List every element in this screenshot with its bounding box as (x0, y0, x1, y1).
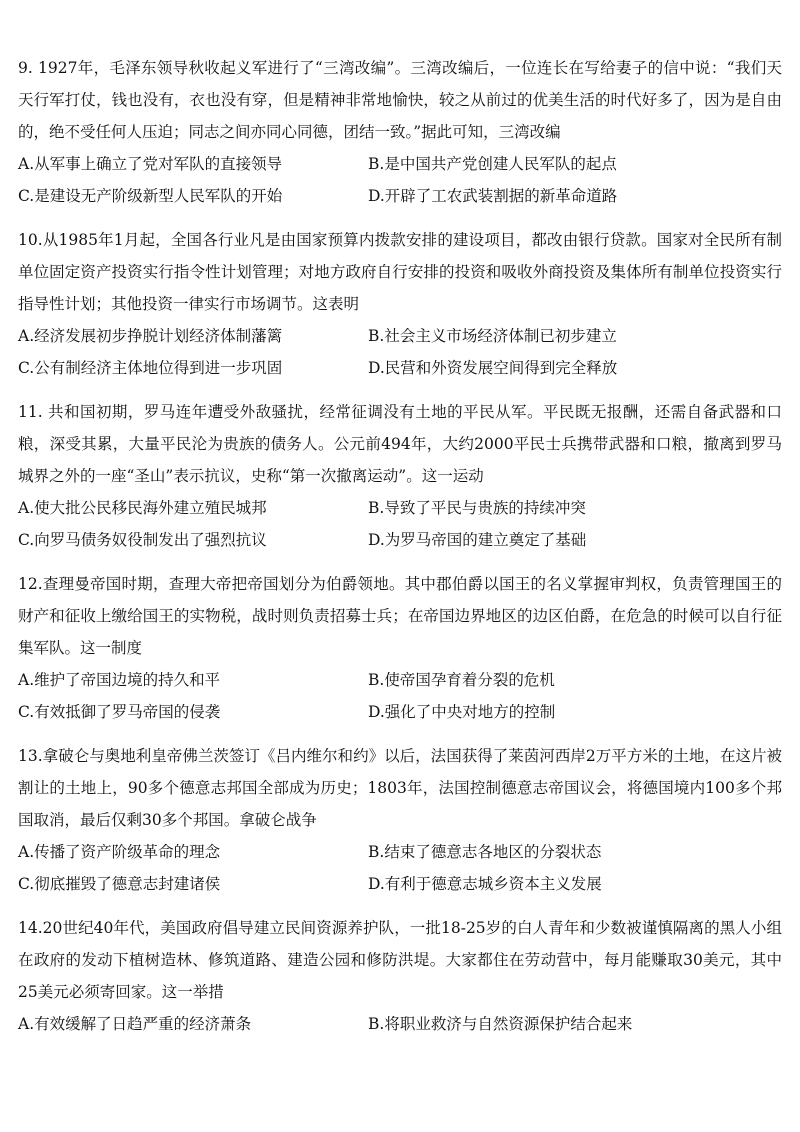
option-d: D.为罗马帝国的建立奠定了基础 (368, 531, 587, 549)
question-stem: 14.20世纪40年代，美国政府倡导建立民间资源养护队，一批18-25岁的白人青年和少数被谨慎隔离的黑人小组在政府的发动下植树造林、修筑道路、建造公园和修防洪堤。大家都住在劳动营中，每月能赚取30美元，其中25美元必须寄回家。这一举措 (18, 919, 782, 1001)
question-stem: 11. 共和国初期，罗马连年遭受外敌骚扰，经常征调没有土地的平民从军。平民既无报酬，还需自备武器和口粮，深受其累，大量平民沦为贵族的债务人。公元前494年，大约2000平民士兵携带武器和口粮，撤离到罗马城界之外的一座“圣山”表示抗议，史称“第一次撤离运动”。这一运动 (18, 403, 782, 485)
question-14 (18, 912, 782, 1040)
question-stem: 12.查理曼帝国时期，查理大帝把帝国划分为伯爵领地。其中郡伯爵以国王的名义掌握审判权，负责管理国王的财产和征收上缴给国王的实物税，战时则负责招募士兵；在帝国边界地区的边区伯爵，在危急的时候可以自行征集军队。这一制度 (18, 575, 782, 657)
option-b: B.社会主义市场经济体制已初步建立 (368, 327, 617, 345)
answer-options (18, 1008, 782, 1040)
question-stem: 13.拿破仑与奥地利皇帝佛兰茨签订《吕内维尔和约》以后，法国获得了莱茵河西岸2万平方米的土地，在这片被割让的土地上，90多个德意志邦国全部成为历史；1803年，法国控制德意志帝国议会，将德国境内100多个邦国取消，最后仅剩30多个邦国。拿破仑战争 (18, 747, 782, 829)
option-c: C.是建设无产阶级新型人民军队的开始 (18, 187, 283, 205)
option-b: B.将职业救济与自然资源保护结合起来 (368, 1015, 633, 1033)
option-d: D.民营和外资发展空间得到完全释放 (368, 359, 618, 377)
question-12 (18, 568, 782, 728)
option-c: C.公有制经济主体地位得到进一步巩固 (18, 359, 283, 377)
answer-options (18, 148, 782, 212)
option-a: A.从军事上确立了党对军队的直接领导 (18, 155, 283, 173)
question-10 (18, 224, 782, 384)
answer-options (18, 836, 782, 900)
option-a: A.有效缓解了日趋严重的经济萧条 (18, 1015, 252, 1033)
question-stem: 10.从1985年1月起，全国各行业凡是由国家预算内拨款安排的建设项目，都改由银行贷款。国家对全民所有制单位固定资产投资实行指令性计划管理；对地方政府自行安排的投资和吸收外商投资及集体所有制单位投资实行指导性计划；其他投资一律实行市场调节。这表明 (18, 231, 782, 313)
option-a: A.传播了资产阶级革命的理念 (18, 843, 221, 861)
question-9 (18, 52, 782, 212)
question-stem: 9. 1927年，毛泽东领导秋收起义军进行了“三湾改编”。三湾改编后，一位连长在写给妻子的信中说：“我们天天行军打仗，钱也没有，衣也没有穿，但是精神非常地愉快，较之从前过的优美生活的时代好多了，因为是自由的，绝不受任何人压迫；同志之间亦同心同德，团结一致。”据此可知，三湾改编 (18, 59, 782, 141)
answer-options (18, 664, 782, 728)
option-a: A.使大批公民移民海外建立殖民城邦 (18, 499, 267, 517)
option-a: A.维护了帝国边境的持久和平 (18, 671, 221, 689)
question-13 (18, 740, 782, 900)
option-d: D.有利于德意志城乡资本主义发展 (368, 875, 602, 893)
option-a: A.经济发展初步挣脱计划经济体制藩篱 (18, 327, 283, 345)
option-b: B.导致了平民与贵族的持续冲突 (368, 499, 586, 517)
answer-options (18, 492, 782, 556)
option-b: B.结束了德意志各地区的分裂状态 (368, 843, 602, 861)
option-c: C.向罗马债务奴役制发出了强烈抗议 (18, 531, 267, 549)
option-d: D.开辟了工农武装割据的新革命道路 (368, 187, 618, 205)
option-c: C.有效抵御了罗马帝国的侵袭 (18, 703, 221, 721)
option-b: B.是中国共产党创建人民军队的起点 (368, 155, 617, 173)
answer-options (18, 320, 782, 384)
option-b: B.使帝国孕育着分裂的危机 (368, 671, 555, 689)
option-c: C.彻底摧毁了德意志封建诸侯 (18, 875, 221, 893)
question-11 (18, 396, 782, 556)
option-d: D.强化了中央对地方的控制 (368, 703, 556, 721)
